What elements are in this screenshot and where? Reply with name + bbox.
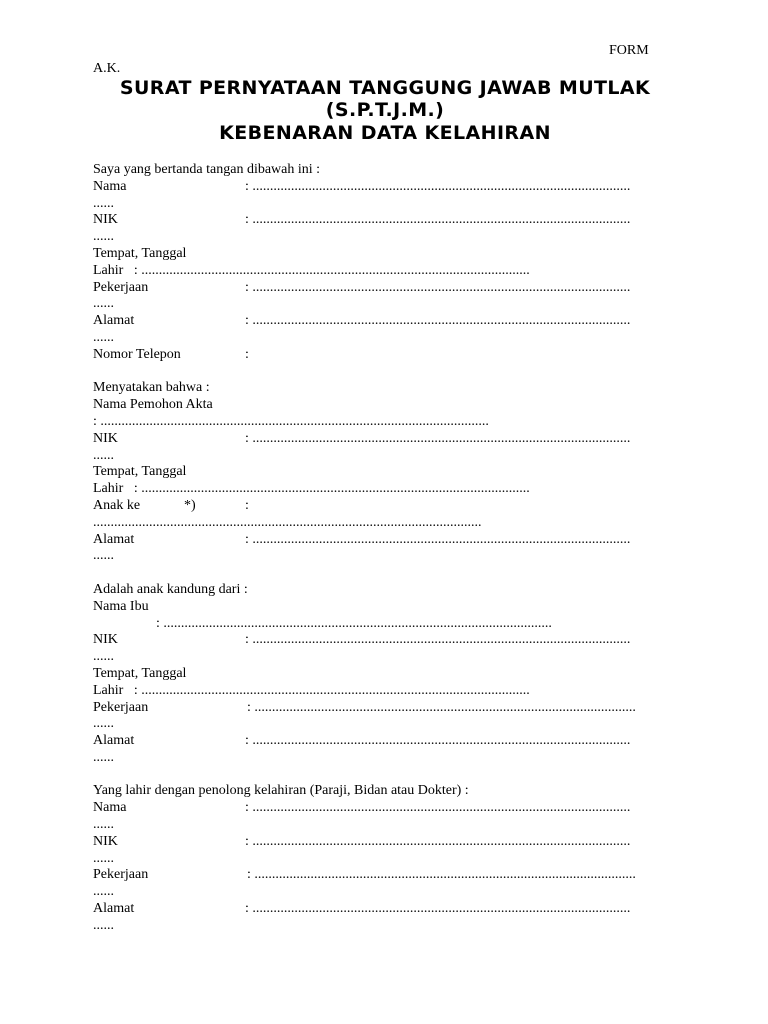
mother-nik-row — [93, 632, 668, 649]
mother-pekerjaan-row — [93, 700, 668, 717]
form-code-number: A.K. — [93, 61, 121, 76]
declarant-pekerjaan-row — [93, 280, 668, 297]
mother-intro: Adalah anak kandung dari : — [93, 581, 248, 597]
applicant-tempat-label: Tempat, Tanggal — [93, 464, 187, 480]
helper-alamat-label: Alamat — [93, 901, 135, 917]
declarant-lahir-field[interactable]: : ............................................................................................................... — [133, 262, 530, 278]
declarant-alamat-continuation: ...... — [93, 329, 114, 345]
applicant-anak-label: Anak ke — [93, 497, 141, 513]
applicant-nik-label: NIK — [93, 430, 118, 446]
applicant-alamat-continuation: ...... — [93, 548, 114, 564]
declarant-nama-continuation: ...... — [93, 195, 114, 211]
declarant-intro: Saya yang bertanda tangan dibawah ini : — [93, 162, 321, 177]
form-body — [93, 162, 668, 935]
mother-tempat-label: Tempat, Tanggal — [93, 665, 187, 681]
mother-pekerjaan-continuation: ...... — [93, 716, 114, 732]
mother-lahir-field[interactable]: : ............................................................................................................... — [133, 682, 530, 698]
helper-nama-row — [93, 800, 668, 817]
applicant-nik-continuation: ...... — [93, 447, 114, 463]
helper-intro: Yang lahir dengan penolong kelahiran (Paraji, Bidan atau Dokter) : — [93, 783, 469, 799]
declarant-pekerjaan-label: Pekerjaan — [93, 279, 149, 295]
mother-nama-field[interactable]: : ............................................................................................................... — [156, 615, 552, 631]
section-spacer — [93, 767, 668, 784]
declarant-nama-label: Nama — [93, 178, 127, 194]
applicant-nik-field[interactable]: : ............................................................................................................ — [245, 430, 631, 446]
declarant-alamat-row — [93, 313, 668, 330]
helper-nik-field[interactable]: : ............................................................................................................ — [245, 833, 631, 849]
mother-nik-continuation: ...... — [93, 649, 114, 665]
declarant-nik-field[interactable]: : ............................................................................................................ — [245, 212, 631, 228]
declarant-telepon-row — [93, 347, 668, 364]
mother-nama-label: Nama Ibu — [93, 598, 149, 614]
mother-lahir-label: Lahir — [93, 682, 124, 698]
helper-nama-continuation: ...... — [93, 817, 114, 833]
helper-nama-field[interactable]: : ............................................................................................................ — [245, 800, 631, 816]
helper-nik-label: NIK — [93, 833, 118, 849]
mother-nik-label: NIK — [93, 632, 118, 648]
declarant-telepon-label: Nomor Telepon — [93, 346, 181, 362]
section-spacer — [93, 364, 668, 381]
mother-pekerjaan-field[interactable]: : ............................................................................................................. — [247, 699, 636, 715]
mother-alamat-label: Alamat — [93, 733, 135, 749]
document-title-abbreviation: (S.P.T.J.M.) — [325, 99, 445, 121]
mother-lahir-row — [93, 683, 668, 700]
helper-pekerjaan-continuation: ...... — [93, 884, 114, 900]
document-title: SURAT PERNYATAAN TANGGUNG JAWAB MUTLAK — [119, 77, 651, 99]
declarant-nik-row — [93, 212, 668, 229]
section-spacer — [93, 565, 668, 582]
form-code-label: FORM — [609, 43, 649, 58]
applicant-alamat-row — [93, 532, 668, 549]
declarant-alamat-field[interactable]: : ............................................................................................................ — [245, 313, 631, 329]
helper-alamat-field[interactable]: : ............................................................................................................ — [245, 901, 631, 917]
applicant-nama-label: Nama Pemohon Akta — [93, 397, 213, 413]
applicant-lahir-field[interactable]: : ............................................................................................................... — [133, 481, 530, 497]
declarant-nik-label: NIK — [93, 212, 118, 228]
helper-pekerjaan-label: Pekerjaan — [93, 867, 149, 883]
applicant-anak-note: *) — [184, 497, 196, 513]
declarant-pekerjaan-continuation: ...... — [93, 296, 114, 312]
mother-alamat-field[interactable]: : ............................................................................................................ — [245, 733, 631, 749]
declarant-alamat-label: Alamat — [93, 313, 135, 329]
helper-nama-label: Nama — [93, 800, 127, 816]
declarant-tempat-label: Tempat, Tanggal — [93, 245, 187, 261]
helper-alamat-continuation: ...... — [93, 917, 114, 933]
declarant-telepon-field[interactable]: : — [245, 346, 249, 362]
mother-pekerjaan-label: Pekerjaan — [93, 699, 149, 715]
declarant-pekerjaan-field[interactable]: : ............................................................................................................ — [245, 279, 631, 295]
applicant-nik-row — [93, 431, 668, 448]
helper-pekerjaan-field[interactable]: : ............................................................................................................. — [247, 867, 636, 883]
declarant-nik-continuation: ...... — [93, 229, 114, 245]
applicant-anak-row — [93, 498, 668, 515]
applicant-intro: Menyatakan bahwa : — [93, 380, 210, 396]
applicant-lahir-label: Lahir — [93, 481, 124, 497]
document-subtitle: KEBENARAN DATA KELAHIRAN — [219, 122, 551, 144]
applicant-anak-field[interactable]: ............................................................................................................... — [93, 514, 482, 530]
declarant-lahir-label: Lahir — [93, 262, 124, 278]
applicant-nama-field[interactable]: : ............................................................................................................... — [93, 413, 489, 429]
helper-pekerjaan-row — [93, 867, 668, 884]
helper-nik-row — [93, 834, 668, 851]
mother-nik-field[interactable]: : ............................................................................................................ — [245, 632, 631, 648]
applicant-alamat-field[interactable]: : ............................................................................................................ — [245, 531, 631, 547]
helper-nik-continuation: ...... — [93, 850, 114, 866]
declarant-lahir-row — [93, 263, 668, 280]
applicant-alamat-label: Alamat — [93, 531, 135, 547]
applicant-anak-colon: : — [245, 497, 249, 513]
mother-alamat-continuation: ...... — [93, 749, 114, 765]
helper-alamat-row — [93, 901, 668, 918]
declarant-nama-field[interactable]: : ............................................................................................................ — [245, 178, 631, 194]
declarant-nama-row — [93, 179, 668, 196]
applicant-lahir-row — [93, 481, 668, 498]
mother-alamat-row — [93, 733, 668, 750]
